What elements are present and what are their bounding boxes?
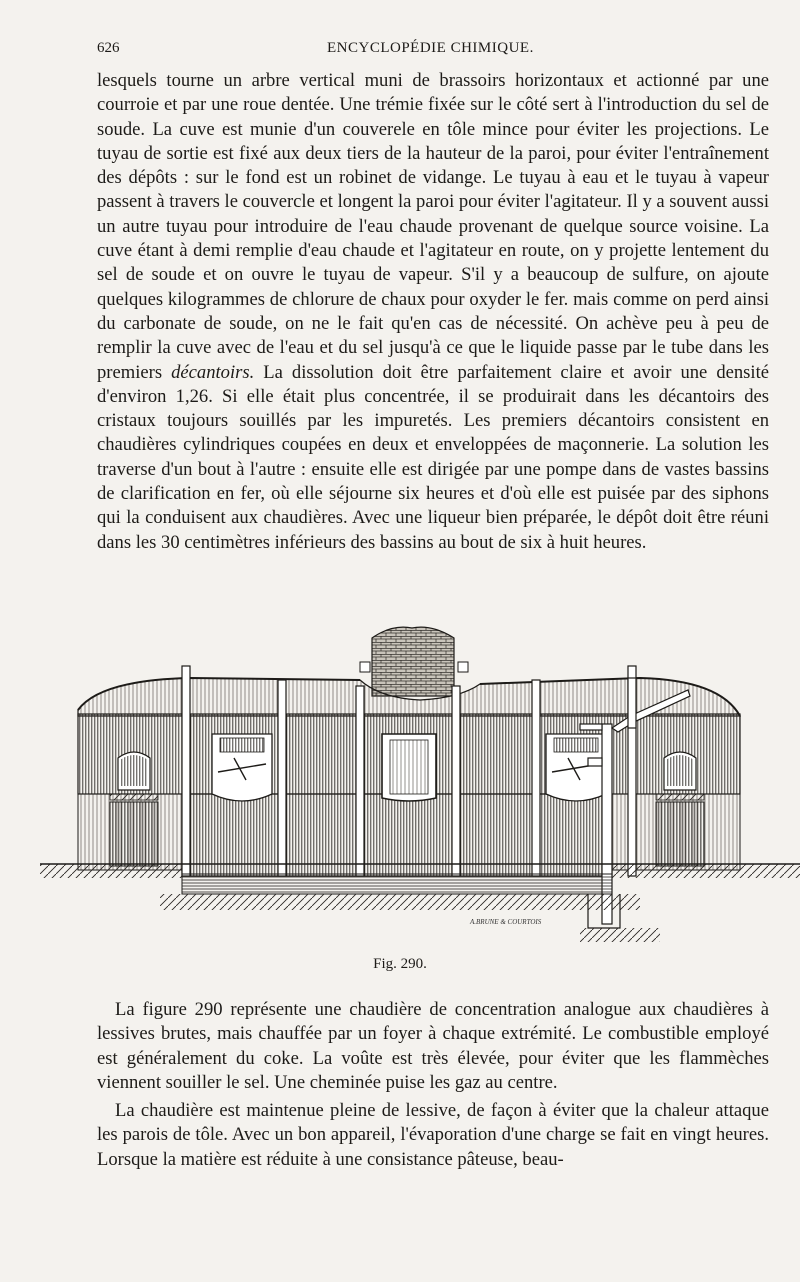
boiler-engraving xyxy=(40,618,800,948)
term-decantoirs: décantoirs. xyxy=(171,361,255,383)
paragraph-1 xyxy=(97,69,769,555)
paragraph-1-text-a: lesquels tourne un arbre vertical muni de brassoirs horizontaux et actionné par une courroie et par une roue dentée. Une trémie fixée sur le côté sert à l'introduction du sel de soude. La cuve est munie d'un couverele en tôle mince pour éviter les projections. Le tuyau de sortie est fixé aux deux tiers de la hauteur de la paroi, pour éviter l'entraînement des dépôts : sur le fond est un robinet de vidange. Le tuyau à eau et le tuyau à vapeur passent à travers le couvercle et longent la paroi pour éviter l'agitateur. Il y a souvent aussi un autre tuyau pour introduire de l'eau chaude provenant de quelque source voisine. La cuve étant à demi remplie d'eau chaude et l'agitateur en route, on y projette lentement du sel de soude et on ouvre le tuyau de vapeur. S'il y a beaucoup de sulfure, on ajoute quelques kilogrammes de chlorure de chaux pour oxyder le fer. mais comme on perd ainsi du carbonate de soude, on ne le fait qu'en cas de nécessité. On achève peu à peu de remplir la cuve avec de l'eau et du sel jusqu'à ce que le liquide passe par le tube dans les premiers xyxy=(97,70,769,383)
paragraph-2: La figure 290 représente une chaudière de concentration analogue aux chaudières à lessives brutes, mais chauffée par un foyer à chaque extrémité. Le combustible employé est généralement du coke. La voûte est très élevée, pour éviter que les flammèches viennent souiller le sel. Une cheminée puise les gaz au centre. xyxy=(97,999,769,1093)
page-header xyxy=(97,40,747,66)
engraver-signature: A.BRUNE & COURTOIS xyxy=(470,918,542,926)
paragraph-bottom xyxy=(97,998,769,1172)
figure-caption: Fig. 290. xyxy=(373,956,427,972)
paragraph-3: La chaudière est maintenue pleine de lessive, de façon à éviter que la chaleur attaque les parois de tôle. Avec un bon appareil, l'évaporation d'une charge se fait en vingt heures. Lorsque la matière est réduite à une consistance pâteuse, beau- xyxy=(97,1100,769,1170)
paragraph-1-text-b: La dissolution doit être parfaitement claire et avoir une densité d'environ 1,26. Si elle était plus concentrée, il se produirait dans les décantoirs des cristaux toujours souillés par les impuretés. Les premiers décantoirs consistent en chaudières cylindriques coupées en deux et enveloppées de maçonnerie. La solution les traverse d'un bout à l'autre : ensuite elle est dirigée par une pompe dans de vastes bassins de clarification en fer, où elle séjourne six heures et d'où elle est puisée par des siphons qui la conduisent aux chaudières. Avec une liqueur bien préparée, le dépôt doit être réuni dans les 30 centimètres inférieurs des bassins au bout de six à huit heures. xyxy=(97,361,770,553)
page-number: 626 xyxy=(97,40,120,56)
running-title: ENCYCLOPÉDIE CHIMIQUE. xyxy=(327,40,534,56)
paragraph-top xyxy=(97,69,769,555)
ground xyxy=(40,864,800,942)
inspection-windows xyxy=(212,734,606,801)
